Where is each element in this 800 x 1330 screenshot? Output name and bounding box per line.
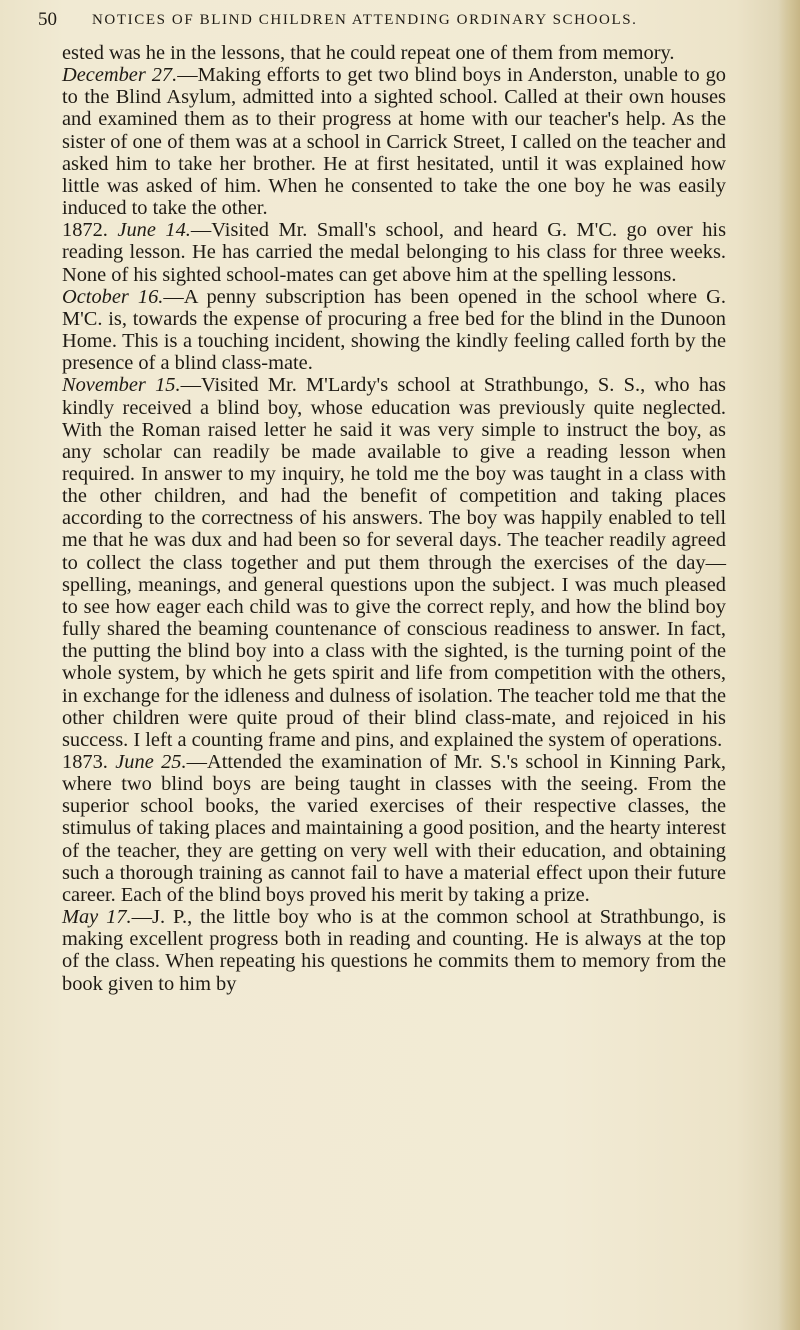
entry-date: 1873. June 25. <box>62 751 187 773</box>
entry-date: May 17. <box>62 906 132 929</box>
running-head: NOTICES OF BLIND CHILDREN ATTENDING ORDINARY SCHOOLS. <box>92 12 638 28</box>
journal-entry-october-16 <box>62 286 726 375</box>
entry-date: December 27. <box>62 64 178 87</box>
entry-text: —A penny subscription has been opened in the school where G. M'C. is, towards the expense of procuring a free bed for the blind in the Dunoon Home. This is a touching incident, showing the kindly feeling called forth by the presence of a blind class-mate. <box>62 285 726 375</box>
entry-text: —Making efforts to get two blind boys in Anderston, unable to go to the Blind Asylum, admitted into a sighted school. Called at their own houses and examined them as to their progress at home with our teacher's help. As the sister of one of them was at a school in Carrick Street, I called on the teacher and asked him to take her brother. He at first hesitated, until it was explained how little was asked of him. When he consented to take the one boy he was easily induced to take the other. <box>62 64 726 220</box>
journal-entry-1872-june-14 <box>62 219 726 285</box>
body-text <box>62 42 726 995</box>
entry-date: November 15. <box>62 374 181 397</box>
page-number: 50 <box>38 9 57 30</box>
entry-text: —Visited Mr. M'Lardy's school at Strathbungo, S. S., who has kindly received a blind boy, whose education was previously quite neglected. With the Roman raised letter he said it was very simple to instruct the boy, as any scholar can readily be made available to give a reading lesson when required. In answer to my inquiry, he told me the boy was taught in a class with the other children, and had the benefit of competition and taking places according to the correctness of his answers. The boy was happily enabled to tell me that he was dux and had been so for several days. The teacher readily agreed to collect the class together and put them through the exercises of the day—spelling, meanings, and general questions upon the subject. I was much pleased to see how eager each child was to give the correct reply, and how the blind boy fully shared the beaming countenance of conscious readiness to answer. In fact, the putting the blind boy into a class with the sighted, is the turning point of the whole system, by which he gets spirit and life from competition with the others, in exchange for the idleness and dulness of isolation. The teacher told me that the other children were quite proud of their blind class-mate, and rejoiced in his success. I left a counting frame and pins, and explained the system of operations. <box>62 374 726 751</box>
journal-entry-1873-june-25 <box>62 751 726 906</box>
entry-text: —Attended the examination of Mr. S.'s school in Kinning Park, where two blind boys are being taught in classes with the seeing. From the superior school books, the varied exercises of their respective classes, the stimulus of taking places and maintaining a good position, and the hearty interest of the teacher, they are getting on very well with their education, and obtaining such a thorough training as cannot fail to have a material effect upon their future career. Each of the blind boys proved his merit by taking a prize. <box>62 751 727 906</box>
journal-entry-may-17 <box>62 906 726 995</box>
page-header <box>38 8 738 34</box>
paragraph-text: ested was he in the lessons, that he could repeat one of them from memory. <box>62 42 675 64</box>
journal-entry-december-27 <box>62 64 726 219</box>
entry-text: —Visited Mr. Small's school, and heard G. M'C. go over his reading lesson. He has carried the medal belonging to his class for three weeks. None of his sighted school-mates can get above him at the spelling lessons. <box>62 219 727 286</box>
paragraph-continuation <box>62 42 726 64</box>
journal-entry-november-15 <box>62 374 726 751</box>
page-edge-shading <box>778 0 800 1330</box>
entry-text: —J. P., the little boy who is at the common school at Strathbungo, is making excellent progress both in reading and counting. He is always at the top of the class. When repeating his questions he commits them to memory from the book given to him by <box>62 906 726 995</box>
entry-date: October 16. <box>62 285 164 308</box>
entry-date: 1872. June 14. <box>62 219 191 242</box>
